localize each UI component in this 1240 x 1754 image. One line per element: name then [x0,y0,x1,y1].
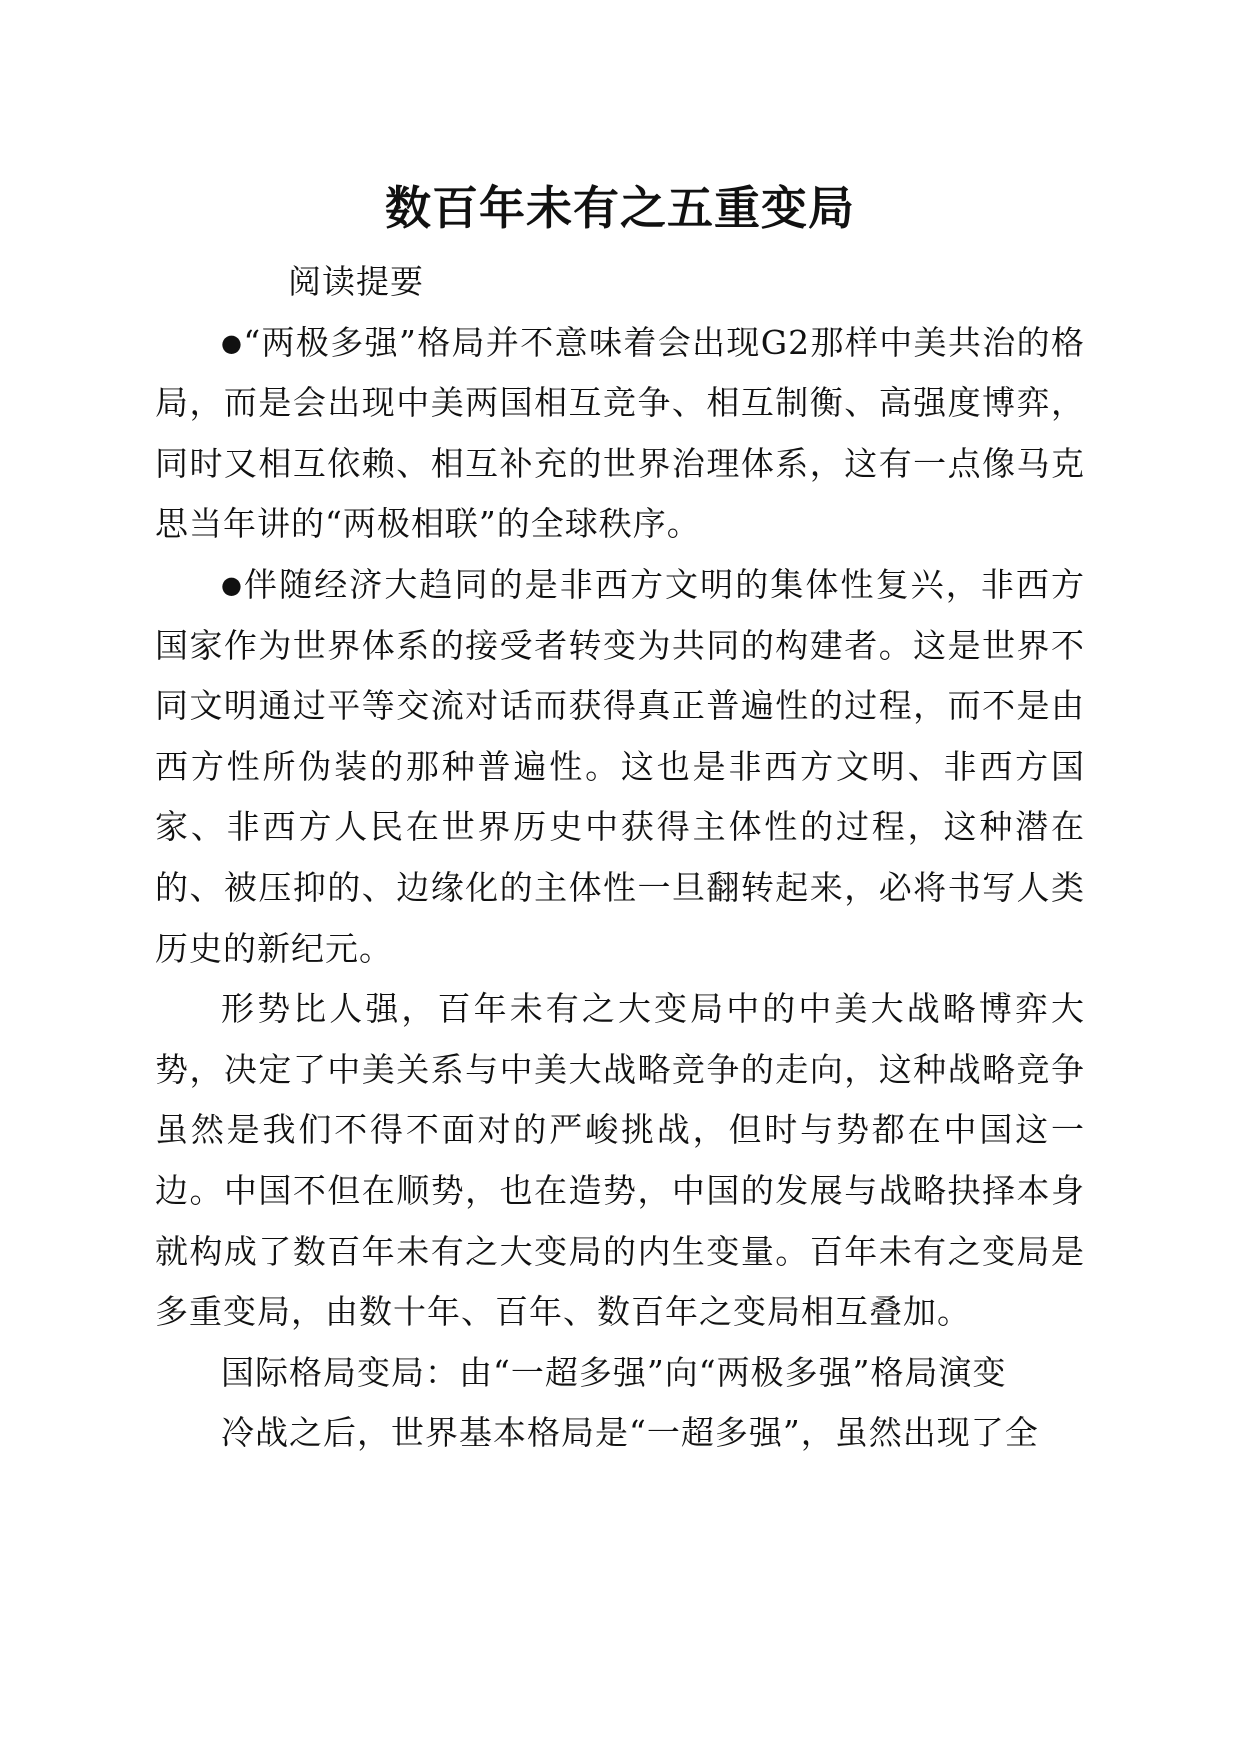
bullet-paragraph-2 [155,555,1085,979]
bullet-dot-icon: ● [221,328,244,357]
bullet-paragraph-1 [155,313,1085,555]
summary-label: 阅读提要 [288,262,424,301]
body-paragraph [155,979,1085,1343]
paragraph-text: “两极多强”格局并不意味着会出现G2那样中美共治的格局，而是会出现中美两国相互竞争、相互制衡、高强度博弈，同时又相互依赖、相互补充的世界治理体系，这有一点像马克思当年讲的“两极相联”的全球秩序。 [155,322,1085,544]
paragraph-text: 伴随经济大趋同的是非西方文明的集体性复兴，非西方国家作为世界体系的接受者转变为共同的构建者。这是世界不同文明通过平等交流对话而获得真正普遍性的过程，而不是由西方性所伪装的那种普遍性。这也是非西方文明、非西方国家、非西方人民在世界历史中获得主体性的过程，这种潜在的、被压抑的、边缘化的主体性一旦翻转起来，必将书写人类历史的新纪元。 [155,564,1085,968]
section-heading: 国际格局变局：由“一超多强”向“两极多强”格局演变 [221,1352,1007,1392]
bullet-dot-icon: ● [221,570,245,599]
paragraph-text: 形势比人强，百年未有之大变局中的中美大战略博弈大势，决定了中美关系与中美大战略竞争的走向，这种战略竞争虽然是我们不得不面对的严峻挑战，但时与势都在中国这一边。中国不但在顺势，也在造势，中国的发展与战略抉择本身就构成了数百年未有之大变局的内生变量。百年未有之变局是多重变局，由数十年、百年、数百年之变局相互叠加。 [155,989,1085,1332]
body-paragraph-last: 冷战之后，世界基本格局是“一超多强”，虽然出现了全 [221,1413,1039,1453]
document-body [155,252,1085,1464]
document-title: 数百年未有之五重变局 [385,181,855,235]
